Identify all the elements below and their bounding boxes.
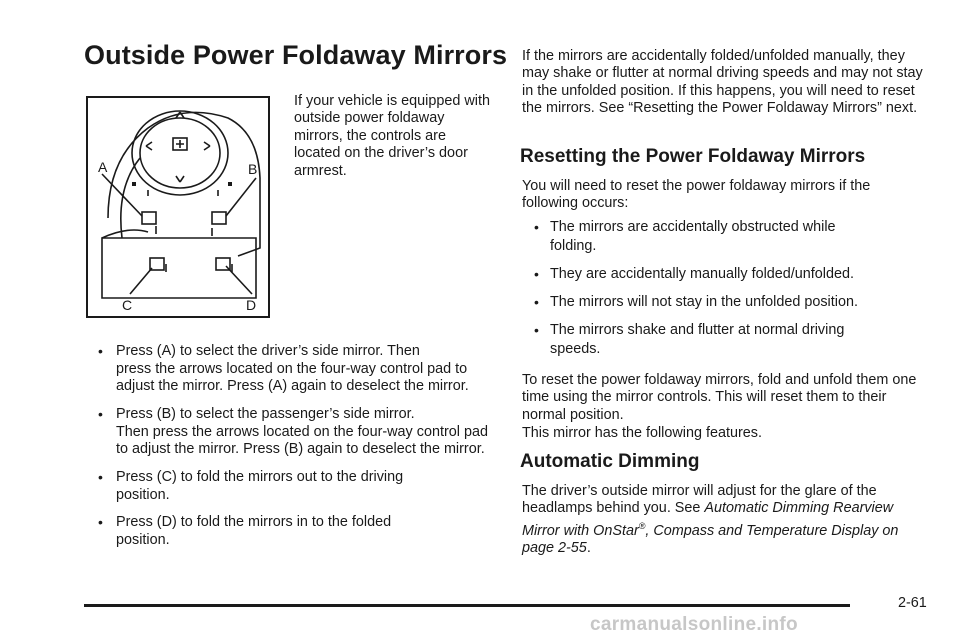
footer-rule [84,604,850,607]
list-item-first: Press (B) to select the passenger’s side mirror. [116,405,415,422]
list-item-rest: press the arrows located on the four-way control pad to adjust the mirror. Press (A) again to deselect the mirror. [116,361,469,395]
label-d: D [246,297,257,313]
list-item [534,321,929,359]
label-c: C [122,297,133,313]
list-item-rest: folding. [550,238,597,254]
list-item-rest: speeds. [550,341,601,357]
page-title: Outside Power Foldaway Mirrors [84,40,508,70]
bullet-icon: • [534,294,539,310]
list-item-first: The mirrors will not stay in the unfolded position. [550,294,858,310]
watermark: carmanualsonline.info [590,614,798,635]
paragraph-reset-intro: You will need to reset the power foldaway mirrors if the following occurs: [522,178,871,212]
list-item-first: Press (A) to select the driver’s side mirror. Then [116,343,420,359]
dimming-text: The driver’s outside mirror will adjust for the glare of the headlamps behind you. See [522,483,877,517]
list-item-first: Press (D) to fold the mirrors in to the folded [116,514,392,531]
list-item [98,513,498,549]
bullet-icon: • [98,405,103,422]
heading-resetting: Resetting the Power Foldaway Mirrors [520,146,866,167]
list-item-rest: Then press the arrows located on the four-way control pad to adjust the mirror. Press (B) again to deselect the mirror. [116,423,488,458]
right-bullet-list [534,218,929,368]
bullet-icon: • [98,343,103,359]
list-item [98,405,498,459]
cross-reference-link-continued[interactable]: , Compass and Temperature Display on page 2-55 [522,522,899,557]
list-item-first: The mirrors are accidentally obstructed while [550,219,836,235]
bullet-icon: • [98,514,103,531]
bullet-icon: • [534,322,539,338]
list-item [98,468,498,504]
cross-reference-link[interactable]: Automatic Dimming Rearview Mirror with OnStar [522,500,894,539]
list-item-first: The mirrors shake and flutter at normal driving [550,322,845,338]
mirror-controls-figure [86,96,270,318]
list-item-rest: position. [116,486,170,503]
list-item [98,342,498,396]
left-bullet-list [98,342,498,558]
label-b: B [248,161,258,177]
paragraph-manual-fold: If the mirrors are accidentally folded/unfolded manually, they may shake or flutter at normal driving speeds and may not stay in the unfolded position. If this happens, you will need to reset the mirrors. See “Resetting the Power Foldaway Mirrors” next. [522,48,923,117]
mirror-control-illustration [88,98,268,316]
paragraph-features: This mirror has the following features. [522,425,762,441]
list-item [534,265,929,284]
heading-automatic-dimming: Automatic Dimming [520,451,700,472]
list-item [534,293,929,312]
list-item-first: They are accidentally manually folded/unfolded. [550,266,854,282]
paragraph-reset-procedure: To reset the power foldaway mirrors, fold and unfold them one time using the mirror controls. This will reset them to their normal position. [522,372,917,423]
bullet-icon: • [534,266,539,282]
paragraph-dimming [522,483,927,557]
label-a: A [98,159,108,175]
list-item-rest: position. [116,532,170,549]
dimming-text-end: . [586,540,591,557]
page-number: 2-61 [898,595,927,611]
list-item-first: Press (C) to fold the mirrors out to the driving [116,468,404,485]
bullet-icon: • [534,219,539,235]
list-item [534,218,929,256]
registered-mark: ® [638,520,646,531]
intro-paragraph: If your vehicle is equipped with outside power foldaway mirrors, the controls are located on the driver’s door armrest. [294,93,490,179]
bullet-icon: • [98,468,103,485]
